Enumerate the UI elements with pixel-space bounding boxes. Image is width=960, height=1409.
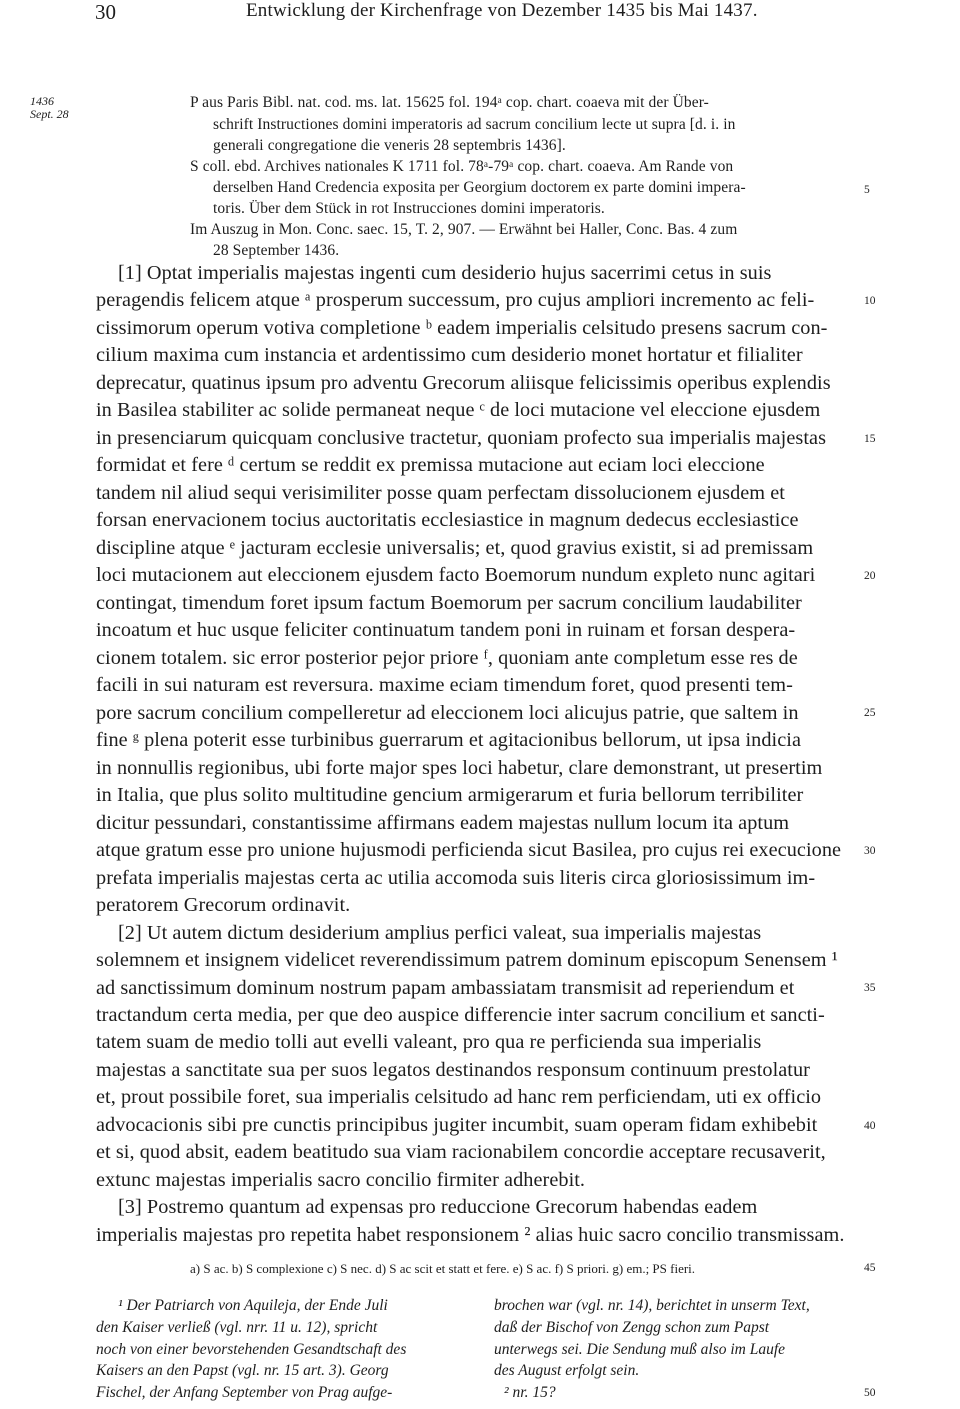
source-line: Im Auszug in Mon. Conc. saec. 15, T. 2, 907. — Erwähnt bei Haller, Conc. Bas. 4 zum	[190, 220, 738, 238]
body-line: in Italia, que plus solito multitudine gencium armigerarum et furia bellorum terribiliter	[96, 784, 804, 807]
body-line: cilium maxima cum instancia et ardentissimo cum desiderio monet hortatur et filialiter	[96, 344, 803, 367]
body-line: deprecatur, quatinus ipsum pro adventu Grecorum aliisque felicissimis operibus explendis	[96, 371, 831, 394]
body-line: peratorem Grecorum ordinavit.	[96, 894, 351, 917]
body-line: prefata imperialis majestas certa ac utilia accomoda suis literis circa gloriosissimum im-	[96, 866, 816, 889]
body-line: imperialis majestas pro repetita habet responsionem ² alias huic sacro concilio transmissam.	[96, 1223, 845, 1246]
source-line: 28 September 1436.	[213, 241, 340, 259]
line-number: 15	[864, 432, 876, 445]
body-line: tandem nil aliud sequi verisimiliter posse quam perfectam dissolucionem ejusdem et	[96, 481, 785, 504]
body-line: forsan enervacionem tocius auctoritatis ecclesiastice in magnum dedecus ecclesiastice	[96, 509, 799, 532]
body-line: ad sanctissimum dominum nostrum papam ambassiatam transmisit ad reperiendum et	[96, 976, 795, 999]
source-line: P aus Paris Bibl. nat. cod. ms. lat. 15625 fol. 194ᵃ cop. chart. coaeva mit der Über-	[190, 94, 709, 111]
line-number: 5	[864, 184, 870, 197]
body-line: tractandum certa media, per que deo auspice differencie inter sacrum concilium et sancti-	[96, 1003, 825, 1026]
body-line: atque gratum esse pro unione hujusmodi perficienda sicut Basilea, pro cujus rei execucione	[96, 839, 842, 862]
body-line: [2] Ut autem dictum desiderium amplius perfici valeat, sua imperialis majestas	[118, 921, 762, 944]
body-line: in nonnullis regionibus, ubi forte major spes loci habetur, clare demonstrant, ut presertim	[96, 756, 823, 779]
body-line: cissimorum operum votiva completione ᵇ eadem imperialis celsitudo presens sacrum con-	[96, 316, 828, 339]
footnote-line: unterwegs sei. Die Sendung muß also im Laufe	[494, 1340, 786, 1358]
body-line: et, prout possibile foret, sua imperialis celsitudo ad hanc rem perficiendam, uti ex officio	[96, 1086, 822, 1109]
body-line: in Basilea stabiliter ac solide permaneat neque ᶜ de loci mutacione vel eleccione ejusdem	[96, 399, 821, 422]
footnote-line: den Kaiser verließ (vgl. nrr. 11 u. 12), spricht	[96, 1318, 378, 1336]
line-number: 10	[864, 295, 876, 308]
line-number: 35	[864, 982, 876, 995]
variant-notes: a) S ac. b) S complexione c) S nec. d) S ac scit et statt et fere. e) S ac. f) S priori. g) em.; PS fieri.	[190, 1260, 696, 1276]
body-line: dicitur pessundari, constantissime affirmans eadem majestas nullum locum ita aptum	[96, 811, 790, 834]
body-line: cionem totalem. sic error posterior pejor priore ᶠ, quoniam ante completum esse res de	[96, 646, 798, 669]
body-line: advocacionis sibi pre cunctis principibus jugiter incumbit, suam operam fidam exhibebit	[96, 1113, 818, 1136]
footnote-line: ² nr. 15?	[504, 1383, 556, 1401]
footnote-line: Kaisers an den Papst (vgl. nr. 15 art. 3). Georg	[96, 1362, 389, 1380]
running-title: Entwicklung der Kirchenfrage von Dezember 1435 bis Mai 1437.	[246, 0, 758, 21]
body-line: loci mutacionem aut eleccionem ejusdem facto Boemorum nundum expleto nunc agitari	[96, 564, 816, 587]
line-number: 30	[864, 844, 876, 857]
body-line: facili in sui naturam est reversura. maxime eciam timendum foret, quod presenti tem-	[96, 674, 793, 697]
body-line: [3] Postremo quantum ad expensas pro reduccione Grecorum habendas eadem	[118, 1196, 758, 1219]
body-line: et si, quod absit, eadem beatitudo sua viam racionabilem concordie acceptare recusaverit,	[96, 1141, 826, 1164]
footnote-line: ¹ Der Patriarch von Aquileja, der Ende Juli	[118, 1297, 388, 1315]
source-line: generali congregatione die veneris 28 septembris 1436].	[213, 137, 566, 155]
source-line: toris. Über dem Stück in rot Instrucciones domini imperatoris.	[213, 199, 605, 217]
footnote-line: daß der Bischof von Zengg schon zum Papst	[494, 1318, 770, 1336]
body-line: pore sacrum concilium compelleretur ad eleccionem loci alicujus patrie, que saltem in	[96, 701, 799, 724]
margin-date-year: 1436	[30, 94, 54, 108]
source-line: schrift Instructiones domini imperatoris ad sacrum concilium lecte ut supra [d. i. in	[213, 116, 736, 134]
body-line: tatem suam de medio tolli aut evelli valeant, pro qua re perficienda sua imperialis	[96, 1031, 762, 1054]
body-line: [1] Optat imperialis majestas ingenti cum desiderio hujus sacerrimi cetus in suis	[118, 261, 772, 284]
source-line: S coll. ebd. Archives nationales K 1711 fol. 78ᵃ-79ᵃ cop. chart. coaeva. Am Rande von	[190, 158, 734, 176]
body-line: fine ᵍ plena poterit esse turbinibus guerrarum et agitacionibus bellorum, ut ipsa indicia	[96, 729, 801, 752]
body-line: extunc majestas imperialis sacro concilio firmiter adherebit.	[96, 1168, 586, 1191]
body-line: discipline atque ᵉ jacturam ecclesie universalis; et, quod gravius existit, si ad premissam	[96, 536, 814, 559]
line-number: 25	[864, 707, 876, 720]
body-line: contingat, timendum foret ipsum factum Boemorum per sacrum concilium laudabiliter	[96, 591, 802, 614]
body-line: formidat et fere ᵈ certum se reddit ex premissa mutacione aut eciam loci eleccione	[96, 454, 765, 477]
footnote-line: des August erfolgt sein.	[494, 1362, 640, 1380]
body-line: majestas a sanctitate sua per suos legatos destinandos responsum continuum prestolatur	[96, 1058, 810, 1081]
page-number: 30	[95, 0, 116, 24]
body-line: incoatum et huc usque feliciter continuatum tandem poni in ruinam et forsan despera-	[96, 619, 796, 642]
source-line: derselben Hand Credencia exposita per Georgium doctorem ex parte domini impera-	[213, 179, 746, 197]
footnote-line: noch von einer bevorstehenden Gesandtschaft des	[96, 1340, 407, 1358]
body-line: peragendis felicem atque ᵃ prosperum successum, pro cujus ampliori incremento ac feli-	[96, 289, 815, 312]
footnote-line: Fischel, der Anfang September von Prag aufge-	[96, 1383, 393, 1401]
body-line: in presenciarum quicquam conclusive tractetur, quoniam profecto sua imperialis majestas	[96, 426, 827, 449]
line-number: 20	[864, 569, 876, 582]
line-number: 50	[864, 1386, 876, 1399]
margin-date-day: Sept. 28	[30, 107, 69, 122]
body-line: solemnem et insignem videlicet reverendissimum patrem dominum episcopum Senensem ¹	[96, 949, 838, 972]
footnote-line: brochen war (vgl. nr. 14), berichtet in unserm Text,	[494, 1297, 810, 1315]
line-number: 45	[864, 1261, 876, 1274]
line-number: 40	[864, 1119, 876, 1132]
